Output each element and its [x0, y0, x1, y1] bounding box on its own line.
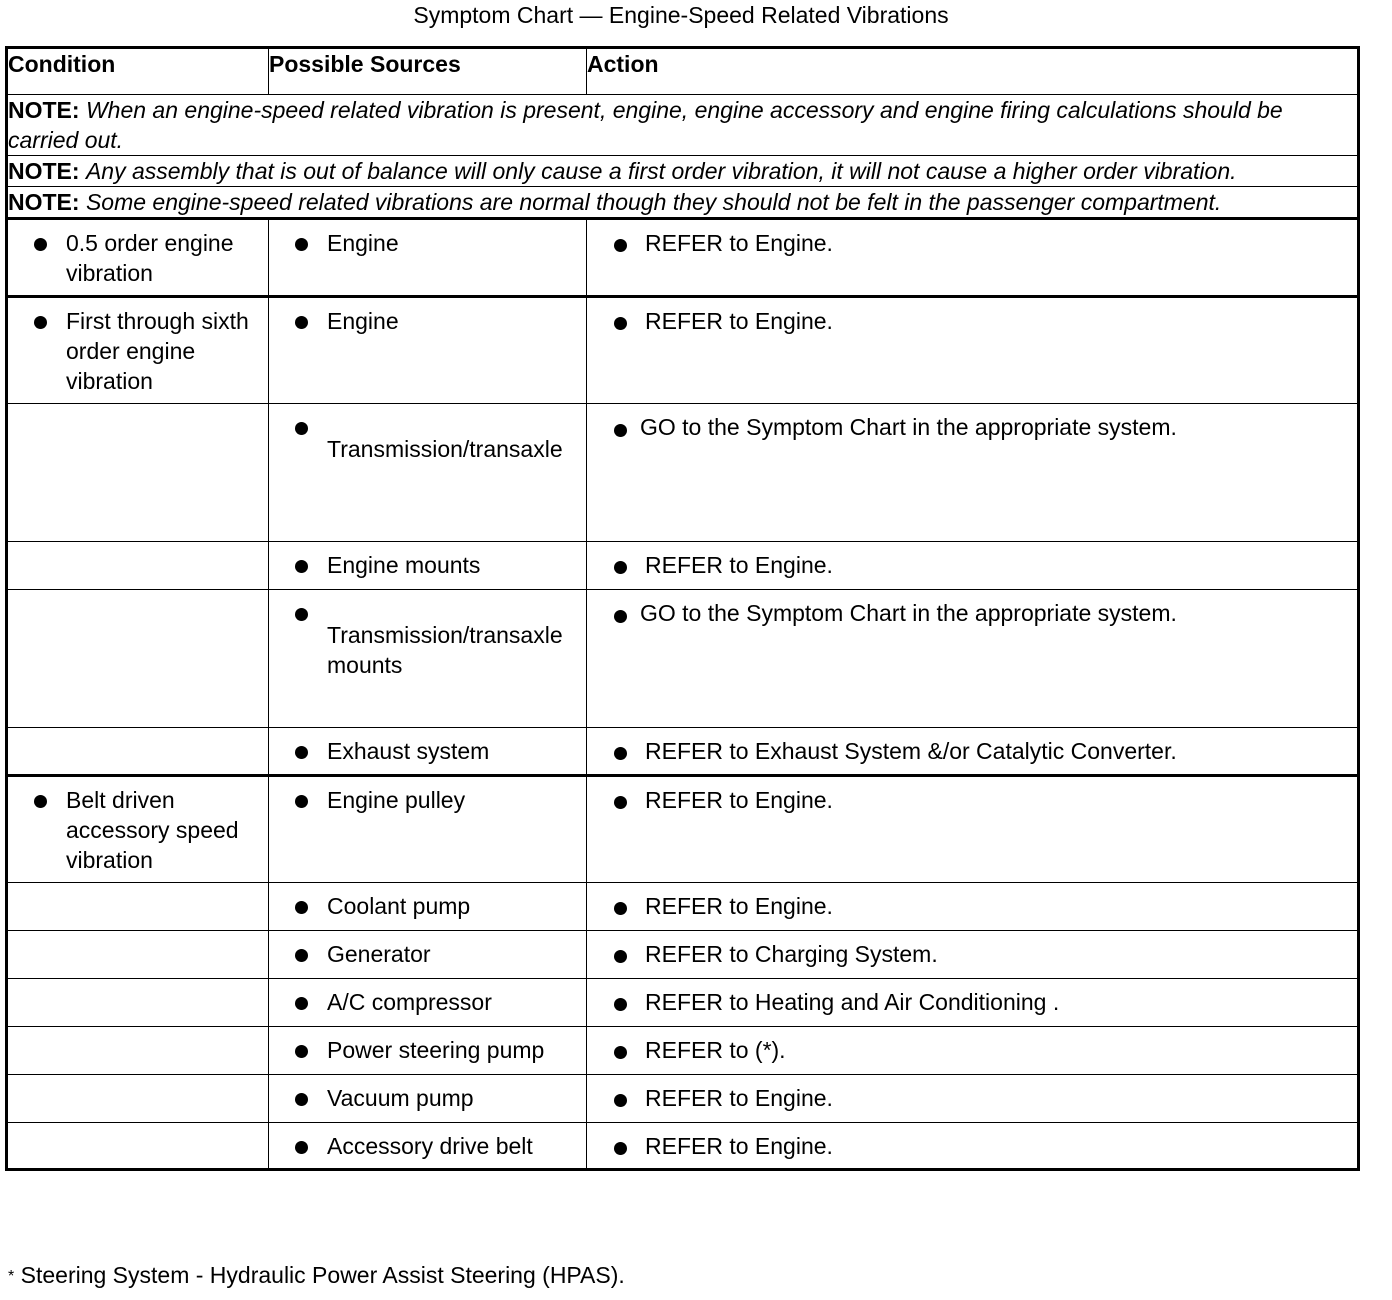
source-item: [269, 220, 586, 258]
condition-cell: [7, 1123, 269, 1170]
bullet-icon: [295, 1045, 308, 1058]
bullet-icon: [614, 317, 627, 330]
bullet-icon: [295, 238, 308, 251]
header-possible-sources: Possible Sources: [269, 48, 587, 95]
table-row: [7, 297, 1359, 404]
action-cell: [587, 590, 1359, 728]
action-text: REFER to Engine.: [645, 308, 833, 334]
action-cell: [587, 728, 1359, 776]
action-text: REFER to Heating and Air Conditioning .: [645, 989, 1060, 1015]
action-cell: [587, 542, 1359, 590]
bullet-icon: [34, 238, 47, 251]
action-text: REFER to Engine.: [645, 552, 833, 578]
action-text: REFER to Exhaust System &/or Catalytic Converter.: [645, 738, 1177, 764]
bullet-icon: [295, 1141, 308, 1154]
action-text: REFER to (*).: [645, 1037, 786, 1063]
source-cell: [269, 297, 587, 404]
action-text: GO to the Symptom Chart in the appropriate system.: [640, 600, 1177, 626]
condition-text: 0.5 order engine vibration: [66, 230, 234, 286]
action-cell: [587, 931, 1359, 979]
source-text: Accessory drive belt: [327, 1133, 533, 1159]
action-cell: [587, 979, 1359, 1027]
bullet-icon: [295, 901, 308, 914]
action-item: [587, 404, 1357, 442]
note-cell: [7, 156, 1359, 187]
action-item: [587, 298, 1357, 336]
source-cell: [269, 404, 587, 542]
bullet-icon: [614, 1046, 627, 1059]
source-item: [269, 883, 586, 921]
condition-cell: [7, 728, 269, 776]
source-cell: [269, 542, 587, 590]
header-action: Action: [587, 48, 1359, 95]
action-cell: [587, 219, 1359, 297]
bullet-icon: [34, 795, 47, 808]
source-item: [269, 931, 586, 969]
note-label: NOTE:: [8, 158, 80, 184]
source-cell: [269, 590, 587, 728]
action-text: REFER to Engine.: [645, 230, 833, 256]
source-item: [269, 1123, 586, 1161]
source-cell: [269, 1123, 587, 1170]
source-text: Power steering pump: [327, 1037, 545, 1063]
action-text: REFER to Engine.: [645, 787, 833, 813]
note-text: When an engine-speed related vibration is present, engine, engine accessory and engine firing calculations should be carried out.: [8, 97, 1283, 153]
header-row: [7, 48, 1359, 95]
source-item: [269, 1027, 586, 1065]
condition-text: Belt driven accessory speed vibration: [66, 787, 239, 873]
source-item: [269, 590, 586, 680]
header-condition: Condition: [7, 48, 269, 95]
source-cell: [269, 219, 587, 297]
bullet-icon: [295, 1093, 308, 1106]
table-row: [7, 931, 1359, 979]
note-row: [7, 187, 1359, 219]
condition-item: [8, 298, 268, 396]
bullet-icon: [295, 316, 308, 329]
table-row: [7, 883, 1359, 931]
action-item: [587, 1027, 1357, 1065]
bullet-icon: [614, 902, 627, 915]
condition-cell: [7, 542, 269, 590]
table-row: [7, 542, 1359, 590]
source-text: Exhaust system: [327, 738, 490, 764]
table-row: [7, 776, 1359, 883]
bullet-icon: [295, 422, 308, 435]
table-row: [7, 979, 1359, 1027]
condition-cell: [7, 590, 269, 728]
condition-cell: [7, 1027, 269, 1075]
source-item: [269, 777, 586, 815]
action-item: [587, 1075, 1357, 1113]
footnote: [8, 1260, 625, 1292]
action-cell: [587, 883, 1359, 931]
source-cell: [269, 1027, 587, 1075]
condition-cell: [7, 297, 269, 404]
source-text: Engine: [327, 230, 399, 256]
table-row: [7, 1123, 1359, 1170]
action-item: [587, 542, 1357, 580]
bullet-icon: [614, 998, 627, 1011]
table-row: [7, 590, 1359, 728]
action-item: [587, 1123, 1357, 1161]
condition-cell: [7, 979, 269, 1027]
source-text: Engine: [327, 308, 399, 334]
condition-item: [8, 220, 268, 288]
action-cell: [587, 404, 1359, 542]
bullet-icon: [295, 997, 308, 1010]
condition-cell: [7, 219, 269, 297]
bullet-icon: [614, 1094, 627, 1107]
footnote-text: Steering System - Hydraulic Power Assist Steering (HPAS).: [20, 1262, 625, 1288]
action-item: [587, 979, 1357, 1017]
source-text: Transmission/transaxle mounts: [327, 622, 563, 678]
condition-item: [8, 777, 268, 875]
source-item: [269, 728, 586, 766]
source-text: Generator: [327, 941, 431, 967]
action-item: [587, 220, 1357, 258]
bullet-icon: [614, 747, 627, 760]
source-text: Vacuum pump: [327, 1085, 474, 1111]
bullet-icon: [614, 561, 627, 574]
action-cell: [587, 1123, 1359, 1170]
note-row: [7, 156, 1359, 187]
table-row: [7, 404, 1359, 542]
note-cell: [7, 187, 1359, 219]
condition-cell: [7, 883, 269, 931]
source-item: [269, 979, 586, 1017]
condition-cell: [7, 1075, 269, 1123]
bullet-icon: [295, 560, 308, 573]
note-text: Some engine-speed related vibrations are normal though they should not be felt in the passenger compartment.: [85, 189, 1222, 215]
table-row: [7, 1027, 1359, 1075]
bullet-icon: [614, 610, 627, 623]
symptom-chart-table: [5, 46, 1360, 1171]
source-cell: [269, 931, 587, 979]
bullet-icon: [614, 796, 627, 809]
action-cell: [587, 1075, 1359, 1123]
action-item: [587, 931, 1357, 969]
note-cell: [7, 95, 1359, 156]
note-label: NOTE:: [8, 189, 80, 215]
source-text: Transmission/transaxle: [327, 436, 563, 462]
source-item: [269, 1075, 586, 1113]
note-label: NOTE:: [8, 97, 80, 123]
bullet-icon: [295, 949, 308, 962]
source-cell: [269, 776, 587, 883]
source-item: [269, 404, 586, 464]
action-cell: [587, 776, 1359, 883]
source-text: Coolant pump: [327, 893, 471, 919]
source-cell: [269, 728, 587, 776]
action-item: [587, 728, 1357, 766]
source-cell: [269, 883, 587, 931]
source-item: [269, 542, 586, 580]
note-row: [7, 95, 1359, 156]
action-text: REFER to Engine.: [645, 893, 833, 919]
source-text: Engine mounts: [327, 552, 481, 578]
action-item: [587, 777, 1357, 815]
bullet-icon: [295, 746, 308, 759]
bullet-icon: [614, 424, 627, 437]
bullet-icon: [614, 239, 627, 252]
action-text: REFER to Charging System.: [645, 941, 938, 967]
bullet-icon: [614, 1142, 627, 1155]
action-text: REFER to Engine.: [645, 1133, 833, 1159]
bullet-icon: [295, 608, 308, 621]
action-text: GO to the Symptom Chart in the appropriate system.: [640, 414, 1177, 440]
condition-cell: [7, 776, 269, 883]
source-cell: [269, 979, 587, 1027]
table-row: [7, 728, 1359, 776]
action-cell: [587, 1027, 1359, 1075]
note-text: Any assembly that is out of balance will only cause a first order vibration, it will not cause a higher order vibration.: [85, 158, 1237, 184]
source-cell: [269, 1075, 587, 1123]
action-text: REFER to Engine.: [645, 1085, 833, 1111]
table-row: [7, 1075, 1359, 1123]
condition-cell: [7, 931, 269, 979]
table-row: [7, 219, 1359, 297]
source-text: A/C compressor: [327, 989, 492, 1015]
condition-text: First through sixth order engine vibration: [66, 308, 249, 394]
action-cell: [587, 297, 1359, 404]
bullet-icon: [295, 795, 308, 808]
footnote-marker: *: [8, 1268, 15, 1285]
condition-cell: [7, 404, 269, 542]
bullet-icon: [34, 316, 47, 329]
action-item: [587, 883, 1357, 921]
action-item: [587, 590, 1357, 628]
source-text: Engine pulley: [327, 787, 466, 813]
bullet-icon: [614, 950, 627, 963]
chart-title: Symptom Chart — Engine-Speed Related Vibrations: [413, 2, 949, 28]
source-item: [269, 298, 586, 336]
